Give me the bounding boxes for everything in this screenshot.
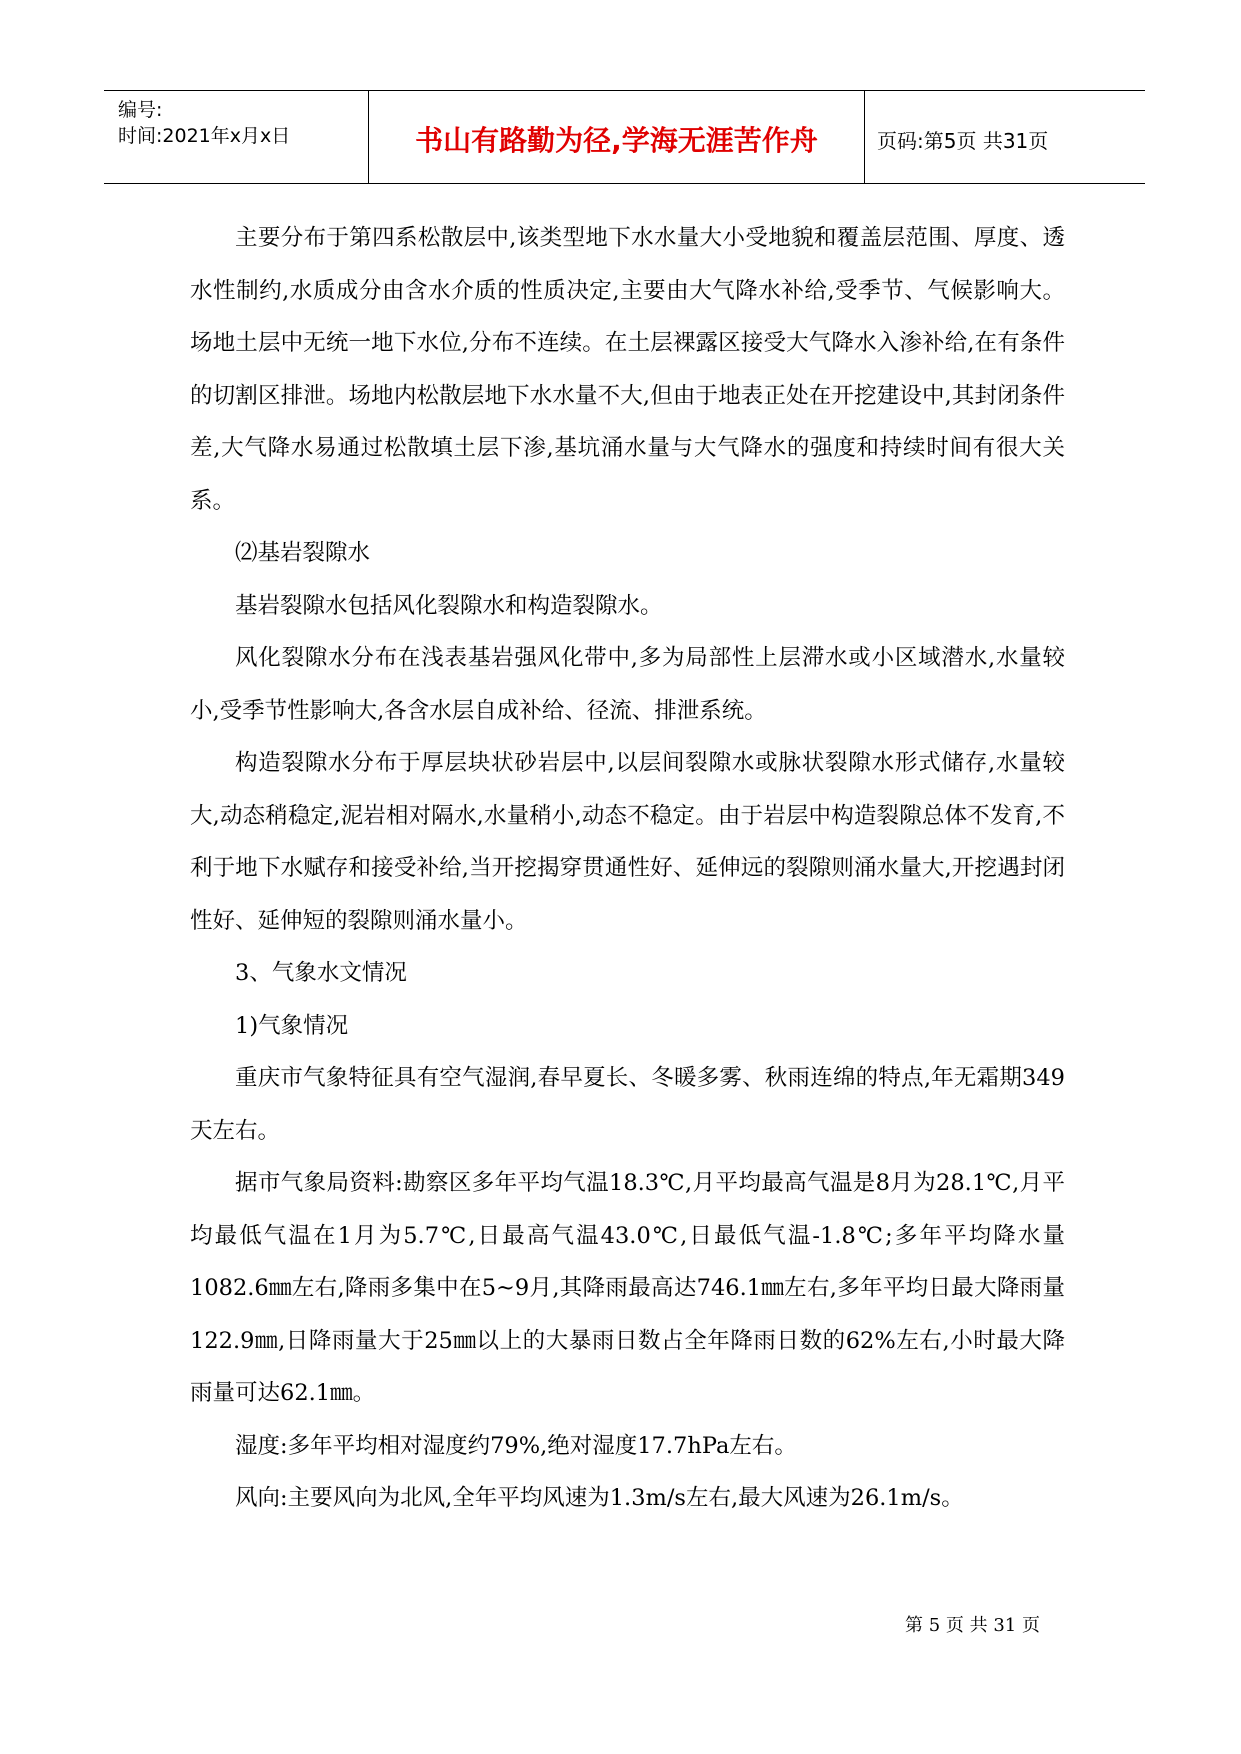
serial-number-label: 编号: bbox=[118, 99, 163, 121]
heading-meteorology: 1)气象情况 bbox=[235, 1012, 349, 1039]
page-code: 页码:第5页 共31页 bbox=[877, 129, 1049, 153]
heading-bedrock-fissure-water: ⑵基岩裂隙水 bbox=[235, 540, 371, 566]
paragraph-loose-layer-water: 主要分布于第四系松散层中,该类型地下水水量大小受地貌和覆盖层范围、厚度、透水性制约,水质成分由含水介质的性质决定,主要由大气降水补给,受季节、气候影响大。场地土层中无统一地下水位,分布不连续。在土层裸露区接受大气降水入渗补给,在有条件的切割区排泄。场地内松散层地下水水量不大,但由于地表正处在开挖建设中,其封闭条件差,大气降水易通过松散填土层下渗,基坑涌水量与大气降水的强度和持续时间有很大关系。 bbox=[190, 225, 1065, 514]
page-footer: 第 5 页 共 31 页 bbox=[905, 1615, 1040, 1636]
header-info-cell bbox=[104, 91, 369, 183]
paragraph-weathering-fissure: 风化裂隙水分布在浅表基岩强风化带中,多为局部性上层滞水或小区域潜水,水量较小,受季节性影响大,各含水层自成补给、径流、排泄系统。 bbox=[190, 645, 1065, 724]
paragraph-wind: 风向:主要风向为北风,全年平均风速为1.3m/s左右,最大风速为26.1m/s。 bbox=[235, 1485, 964, 1511]
paragraph-structural-fissure: 构造裂隙水分布于厚层块状砂岩层中,以层间裂隙水或脉状裂隙水形式储存,水量较大,动态稍稳定,泥岩相对隔水,水量稍小,动态不稳定。由于岩层中构造裂隙总体不发育,不利于地下水赋存和接受补给,当开挖揭穿贯通性好、延伸远的裂隙则涌水量大,开挖遇封闭性好、延伸短的裂隙则涌水量小。 bbox=[190, 750, 1065, 934]
time-label: 时间:2021年x月x日 bbox=[118, 125, 291, 147]
motto-text: 书山有路勤为径,学海无涯苦作舟 bbox=[415, 124, 818, 157]
paragraph-humidity: 湿度:多年平均相对湿度约79%,绝对湿度17.7hPa左右。 bbox=[235, 1432, 797, 1459]
paragraph-weather-data: 据市气象局资料:勘察区多年平均气温18.3℃,月平均最高气温是8月为28.1℃,月平均最低气温在1月为5.7℃,日最高气温43.0℃,日最低气温-1.8℃;多年平均降水量1082.6㎜左右,降雨多集中在5~9月,其降雨最高达746.1㎜左右,多年平均日最大降雨量122.9㎜,日降雨量大于25㎜以上的大暴雨日数占全年降雨日数的62%左右,小时最大降雨量可达62.1㎜。 bbox=[190, 1170, 1065, 1406]
paragraph-climate: 重庆市气象特征具有空气湿润,春早夏长、冬暖多雾、秋雨连绵的特点,年无霜期349天左右。 bbox=[190, 1065, 1065, 1144]
header-page-cell bbox=[865, 91, 1145, 183]
paragraph-bedrock-types: 基岩裂隙水包括风化裂隙水和构造裂隙水。 bbox=[235, 592, 663, 619]
heading-meteorology-hydrology: 3、气象水文情况 bbox=[235, 960, 407, 986]
page-header bbox=[104, 90, 1145, 184]
document-body bbox=[190, 212, 1065, 1525]
header-motto-cell bbox=[369, 91, 865, 183]
